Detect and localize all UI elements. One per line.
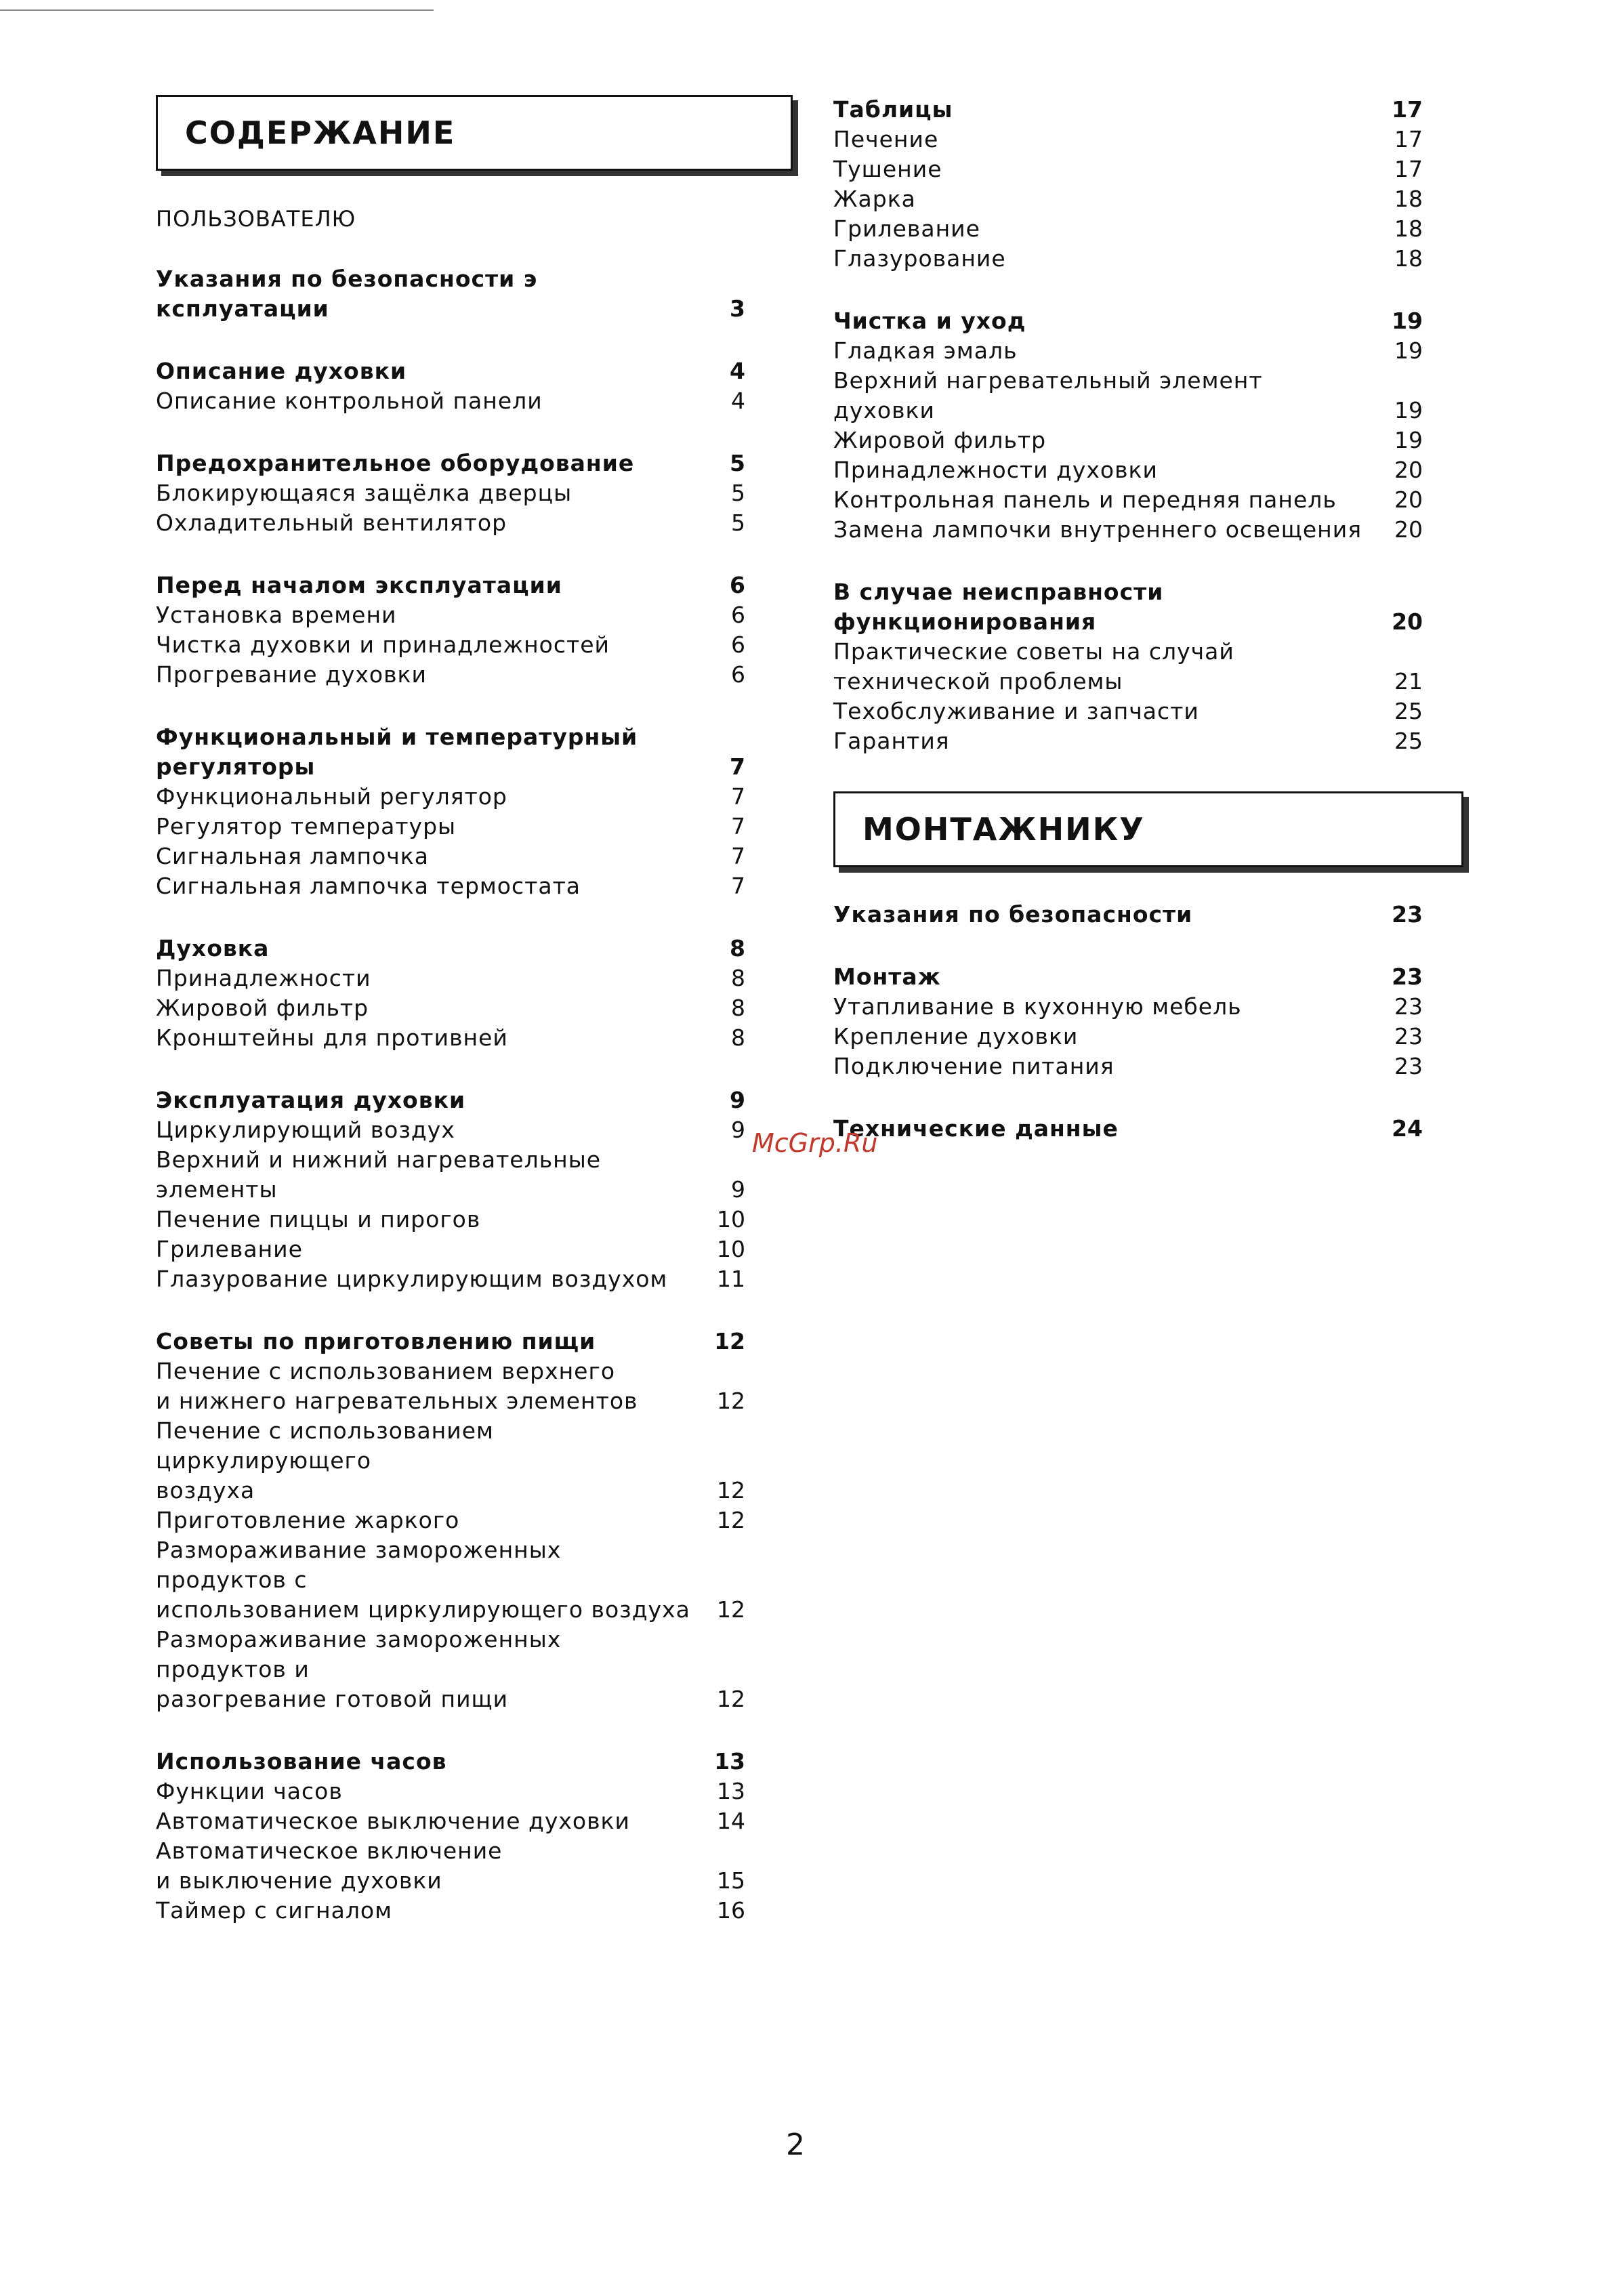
toc-entry-page: 7	[731, 783, 745, 810]
toc-entry-text	[156, 963, 705, 993]
toc-entry-text-line: Утапливание в кухонную мебель	[833, 993, 1242, 1020]
toc-entry-text-line: Глазурование циркулирующим воздухом	[156, 1266, 668, 1292]
toc-heading-text-line: Советы по приготовлению пищи	[156, 1328, 596, 1354]
toc-entry-text-line: Печение с использованием циркулирующего	[156, 1417, 494, 1474]
toc-entry	[156, 1506, 745, 1535]
toc-entry-text-line: Жарка	[833, 186, 916, 212]
toc-heading-text-line: Функциональный и температурный	[156, 724, 638, 750]
toc-entry-page: 19	[1394, 397, 1423, 423]
toc-heading-text	[156, 356, 705, 386]
toc-entry	[156, 508, 745, 538]
toc-entry-page: 8	[731, 1024, 745, 1051]
toc-entry-text-line: Техобслуживание и запчасти	[833, 698, 1199, 724]
toc-entry-text	[156, 1356, 705, 1416]
toc-heading	[833, 577, 1423, 637]
toc-heading-text	[833, 1114, 1382, 1144]
toc-entry-page: 17	[1394, 126, 1423, 152]
toc-heading-text	[833, 306, 1382, 336]
toc-entry-text-line: Верхний нагревательный элемент духовки	[833, 367, 1263, 423]
toc-entry-text	[156, 600, 705, 630]
toc-entry-text-line: Подключение питания	[833, 1053, 1115, 1079]
toc-entry-page: 12	[717, 1507, 745, 1533]
toc-entry-page: 18	[1394, 245, 1423, 272]
toc-entry-text-line: Грилевание	[833, 215, 980, 242]
toc-entry	[156, 1777, 745, 1806]
toc-entry-text-line: Жировой фильтр	[833, 427, 1047, 453]
toc-section	[833, 1114, 1423, 1144]
toc-entry	[156, 386, 745, 416]
toc-heading	[156, 264, 745, 324]
toc-entry	[156, 630, 745, 660]
toc-heading-page: 9	[730, 1087, 745, 1113]
toc-entry-text-line: Автоматическое выключение духовки	[156, 1808, 630, 1834]
toc-heading	[156, 570, 745, 600]
user-section-label: ПОЛЬЗОВАТЕЛЮ	[156, 206, 356, 232]
toc-entry-text-line: Описание контрольной панели	[156, 388, 543, 414]
installer-title-box	[833, 791, 1463, 867]
toc-entry-page: 21	[1394, 668, 1423, 694]
toc-entry-page: 18	[1394, 215, 1423, 242]
toc-entry-text	[833, 697, 1382, 726]
toc-entry	[833, 244, 1423, 274]
toc-heading	[833, 1114, 1423, 1144]
toc-section	[156, 1747, 745, 1926]
toc-entry	[156, 1023, 745, 1053]
toc-entry-text-line: Кронштейны для противней	[156, 1024, 508, 1051]
toc-heading-text	[833, 577, 1382, 637]
toc-entry-text-line: Циркулирующий воздух	[156, 1117, 455, 1143]
toc-entry-text	[833, 244, 1382, 274]
toc-entry	[156, 812, 745, 842]
toc-heading-text	[833, 900, 1382, 930]
toc-heading-page: 13	[714, 1748, 745, 1775]
toc-entry-page: 12	[717, 1388, 745, 1414]
toc-section	[833, 306, 1423, 545]
toc-entry-text	[156, 1806, 705, 1836]
toc-entry	[156, 600, 745, 630]
toc-entry	[833, 1022, 1423, 1052]
toc-section	[833, 900, 1423, 930]
toc-entry-text	[833, 1022, 1382, 1052]
toc-entry-page: 25	[1394, 728, 1423, 754]
toc-entry-text-line: Принадлежности духовки	[833, 457, 1158, 483]
toc-entry-page: 7	[731, 843, 745, 869]
toc-entry-page: 6	[731, 631, 745, 658]
toc-entry-text-line: Контрольная панель и передняя панель	[833, 486, 1337, 513]
toc-entry-text-line: Замена лампочки внутреннего освещения	[833, 516, 1362, 543]
toc-entry-page: 15	[717, 1867, 745, 1894]
toc-entry-text-line: Регулятор температуры	[156, 813, 457, 839]
toc-entry-text	[156, 630, 705, 660]
toc-entry-page: 20	[1394, 457, 1423, 483]
toc-entry-text	[156, 1625, 705, 1714]
toc-entry-text-line: и нижнего нагревательных элементов	[156, 1388, 638, 1414]
toc-section	[156, 1085, 745, 1294]
toc-heading-text-line: Указания по безопасности э	[156, 266, 538, 292]
toc-entry	[833, 336, 1423, 366]
toc-heading-text-line: В случае неисправности	[833, 579, 1164, 605]
toc-entry-page: 23	[1394, 1053, 1423, 1079]
toc-entry-text-line: Автоматическое включение	[156, 1838, 503, 1864]
toc-entry-text-line: использованием циркулирующего воздуха	[156, 1596, 690, 1623]
toc-heading	[156, 1085, 745, 1115]
toc-entry-page: 19	[1394, 427, 1423, 453]
toc-entry	[156, 660, 745, 690]
toc-entry	[156, 478, 745, 508]
toc-section	[156, 449, 745, 538]
toc-entry-page: 5	[731, 510, 745, 536]
toc-entry-text-line: Таймер с сигналом	[156, 1897, 392, 1924]
toc-entry-text	[156, 782, 705, 812]
toc-heading-text-line: Таблицы	[833, 96, 953, 123]
toc-entry	[156, 1145, 745, 1205]
toc-heading-text-line: Предохранительное оборудование	[156, 450, 635, 476]
toc-entry	[156, 1264, 745, 1294]
toc-entry-text-line: Установка времени	[156, 602, 397, 628]
toc-heading-text-line: Технические данные	[833, 1115, 1119, 1142]
toc-entry	[156, 1836, 745, 1896]
toc-entry-page: 7	[731, 873, 745, 899]
toc-entry	[156, 963, 745, 993]
toc-entry-text-line: технической проблемы	[833, 668, 1123, 694]
right-sections-installer	[833, 900, 1423, 1144]
toc-entry-text	[156, 1235, 705, 1264]
toc-entry-page: 23	[1394, 1023, 1423, 1050]
toc-entry-page: 25	[1394, 698, 1423, 724]
toc-heading	[833, 962, 1423, 992]
toc-entry-text	[833, 154, 1382, 184]
toc-entry-text	[156, 386, 705, 416]
toc-entry-text-line: Глазурование	[833, 245, 1006, 272]
toc-entry	[156, 1235, 745, 1264]
toc-heading-page: 19	[1392, 308, 1423, 334]
toc-heading-text	[156, 722, 705, 782]
toc-section	[156, 264, 745, 324]
toc-entry-page: 10	[717, 1206, 745, 1232]
toc-heading-page: 20	[1392, 608, 1423, 635]
toc-heading-text-line: Использование часов	[156, 1748, 447, 1775]
toc-section	[833, 577, 1423, 756]
toc-heading-page: 8	[730, 935, 745, 961]
toc-heading-page: 12	[714, 1328, 745, 1354]
toc-heading-text	[156, 570, 705, 600]
toc-entry	[833, 366, 1423, 426]
toc-entry-text	[156, 812, 705, 842]
toc-entry-text	[156, 1023, 705, 1053]
toc-section	[156, 1327, 745, 1714]
toc-heading	[156, 934, 745, 963]
toc-entry-text-line: Функциональный регулятор	[156, 783, 507, 810]
left-sections	[156, 264, 745, 1926]
toc-entry-page: 12	[717, 1596, 745, 1623]
toc-heading-text-line: Указания по безопасности	[833, 901, 1193, 928]
toc-entry-text	[156, 478, 705, 508]
toc-heading-text	[156, 449, 705, 478]
toc-entry-text-line: Практические советы на случай	[833, 638, 1234, 665]
toc-entry-text	[833, 637, 1382, 697]
toc-section	[156, 722, 745, 901]
toc-entry	[156, 1416, 745, 1506]
toc-entry-page: 12	[717, 1686, 745, 1712]
toc-heading-text-line: ксплуатации	[156, 295, 329, 322]
toc-entry-page: 12	[717, 1477, 745, 1503]
toc-heading-text	[156, 264, 705, 324]
toc-entry-page: 10	[717, 1236, 745, 1262]
toc-heading-page: 7	[730, 753, 745, 780]
toc-entry-page: 20	[1394, 516, 1423, 543]
toc-section	[156, 934, 745, 1053]
toc-entry-page: 17	[1394, 156, 1423, 182]
toc-entry-text	[156, 1416, 705, 1506]
toc-entry	[156, 842, 745, 871]
toc-heading	[156, 1747, 745, 1777]
installer-title: МОНТАЖНИКУ	[862, 811, 1145, 848]
toc-entry-page: 9	[731, 1117, 745, 1143]
top-rule	[0, 9, 434, 11]
toc-entry-text-line: воздуха	[156, 1477, 255, 1503]
toc-entry-text-line: Жировой фильтр	[156, 995, 369, 1021]
toc-entry-text	[156, 1535, 705, 1625]
toc-entry-text	[156, 1145, 705, 1205]
toc-entry	[833, 426, 1423, 455]
toc-entry-page: 9	[731, 1176, 745, 1203]
toc-heading-page: 5	[730, 450, 745, 476]
toc-heading-text	[833, 95, 1382, 125]
toc-entry-text	[833, 455, 1382, 485]
toc-entry	[833, 154, 1423, 184]
toc-heading-page: 6	[730, 572, 745, 598]
toc-entry-text-line: Тушение	[833, 156, 942, 182]
toc-entry-text-line: Сигнальная лампочка термостата	[156, 873, 581, 899]
toc-entry-text-line: Сигнальная лампочка	[156, 843, 429, 869]
toc-heading	[833, 95, 1423, 125]
toc-entry-page: 5	[731, 480, 745, 506]
toc-entry	[833, 214, 1423, 244]
toc-entry	[833, 697, 1423, 726]
toc-entry-page: 7	[731, 813, 745, 839]
toc-heading-page: 3	[730, 295, 745, 322]
toc-entry-text-line: Размораживание замороженных продуктов с	[156, 1537, 562, 1593]
toc-entry	[156, 1896, 745, 1926]
toc-entry-page: 14	[717, 1808, 745, 1834]
toc-entry-text	[156, 1264, 705, 1294]
toc-entry	[833, 455, 1423, 485]
toc-entry	[833, 184, 1423, 214]
toc-entry-page: 6	[731, 602, 745, 628]
toc-entry	[156, 1806, 745, 1836]
toc-entry-text	[833, 726, 1382, 756]
toc-entry-text-line: Приготовление жаркого	[156, 1507, 460, 1533]
toc-entry	[156, 1356, 745, 1416]
toc-entry	[156, 871, 745, 901]
toc-heading-page: 4	[730, 358, 745, 384]
toc-entry-text	[156, 993, 705, 1023]
toc-entry-text-line: Принадлежности	[156, 965, 371, 991]
right-sections	[833, 95, 1423, 756]
toc-entry-text-line: Охладительный вентилятор	[156, 510, 507, 536]
toc-section	[833, 95, 1423, 274]
toc-heading-page: 23	[1392, 901, 1423, 928]
toc-entry	[833, 485, 1423, 515]
toc-entry-text	[156, 842, 705, 871]
toc-entry-page: 23	[1394, 993, 1423, 1020]
toc-entry-page: 6	[731, 661, 745, 688]
toc-entry-text-line: Гарантия	[833, 728, 950, 754]
toc-heading-text-line: Эксплуатация духовки	[156, 1087, 466, 1113]
toc-entry	[833, 515, 1423, 545]
toc-entry-text-line: Прогревание духовки	[156, 661, 427, 688]
toc-title: СОДЕРЖАНИЕ	[185, 115, 456, 151]
toc-heading	[156, 1327, 745, 1356]
toc-section	[156, 570, 745, 690]
toc-entry-text-line: Функции часов	[156, 1778, 343, 1804]
toc-entry-text	[833, 485, 1382, 515]
toc-heading-text-line: Монтаж	[833, 963, 941, 990]
toc-entry-text	[156, 660, 705, 690]
toc-entry-text	[833, 992, 1382, 1022]
toc-heading	[156, 722, 745, 782]
toc-entry-text	[833, 426, 1382, 455]
toc-entry-text	[833, 336, 1382, 366]
toc-entry-page: 16	[717, 1897, 745, 1924]
toc-heading-text-line: Чистка и уход	[833, 308, 1026, 334]
toc-entry-page: 4	[731, 388, 745, 414]
toc-entry	[833, 726, 1423, 756]
toc-right-column	[833, 95, 1423, 1144]
toc-entry-text	[156, 508, 705, 538]
toc-heading-text-line: функционирования	[833, 608, 1097, 635]
toc-entry-text-line: Чистка духовки и принадлежностей	[156, 631, 610, 658]
toc-heading-text	[156, 1747, 705, 1777]
toc-section	[156, 356, 745, 416]
toc-entry	[156, 1205, 745, 1235]
toc-entry-text-line: Блокирующаяся защёлка дверцы	[156, 480, 572, 506]
toc-entry	[156, 993, 745, 1023]
toc-entry-text	[833, 125, 1382, 154]
toc-entry-text	[156, 1777, 705, 1806]
toc-entry	[156, 782, 745, 812]
watermark-text: McGrp.Ru	[752, 1128, 878, 1158]
toc-entry-text	[833, 1052, 1382, 1081]
toc-entry-text-line: Размораживание замороженных продуктов и	[156, 1626, 562, 1682]
toc-entry-page: 8	[731, 995, 745, 1021]
toc-entry	[156, 1625, 745, 1714]
toc-entry-text-line: и выключение духовки	[156, 1867, 442, 1894]
toc-left-column	[156, 95, 745, 1926]
toc-entry-page: 13	[717, 1778, 745, 1804]
toc-heading	[156, 449, 745, 478]
toc-entry-text-line: Верхний и нижний нагревательные элементы	[156, 1146, 602, 1203]
toc-entry	[156, 1115, 745, 1145]
toc-entry	[833, 992, 1423, 1022]
toc-entry-text	[833, 515, 1382, 545]
toc-entry-text	[833, 184, 1382, 214]
toc-entry	[833, 1052, 1423, 1081]
toc-heading-text-line: Описание духовки	[156, 358, 407, 384]
toc-heading-page: 23	[1392, 963, 1423, 990]
toc-entry-page: 11	[717, 1266, 745, 1292]
toc-entry-page: 19	[1394, 337, 1423, 364]
toc-heading-text	[156, 1327, 705, 1356]
page-number: 2	[786, 2128, 805, 2162]
toc-heading-page: 24	[1392, 1115, 1423, 1142]
toc-entry-text-line: Гладкая эмаль	[833, 337, 1018, 364]
toc-entry-text	[156, 1896, 705, 1926]
toc-entry-text-line: Печение с использованием верхнего	[156, 1358, 616, 1384]
toc-heading-text-line: Духовка	[156, 935, 270, 961]
toc-section	[833, 962, 1423, 1081]
toc-heading-text	[156, 934, 705, 963]
toc-entry-page: 18	[1394, 186, 1423, 212]
toc-heading	[156, 356, 745, 386]
toc-entry-text-line: Грилевание	[156, 1236, 303, 1262]
toc-entry-text	[156, 1205, 705, 1235]
toc-entry	[156, 1535, 745, 1625]
toc-entry-page: 20	[1394, 486, 1423, 513]
toc-heading-text-line: Перед началом эксплуатации	[156, 572, 562, 598]
toc-heading	[833, 900, 1423, 930]
toc-entry	[833, 637, 1423, 697]
toc-entry-text-line: Крепление духовки	[833, 1023, 1079, 1050]
toc-entry-text	[156, 1836, 705, 1896]
toc-entry-page: 8	[731, 965, 745, 991]
toc-entry-text-line: Печение	[833, 126, 939, 152]
toc-title-box	[156, 95, 793, 171]
toc-entry-text	[833, 366, 1382, 426]
toc-entry-text	[156, 871, 705, 901]
toc-heading-text-line: регуляторы	[156, 753, 316, 780]
toc-heading-text	[156, 1085, 705, 1115]
toc-entry-text	[156, 1506, 705, 1535]
toc-entry-text-line: Печение пиццы и пирогов	[156, 1206, 481, 1232]
toc-heading-text	[833, 962, 1382, 992]
toc-heading-page: 17	[1392, 96, 1423, 123]
toc-entry-text-line: разогревание готовой пищи	[156, 1686, 509, 1712]
toc-entry-text	[156, 1115, 705, 1145]
toc-entry-text	[833, 214, 1382, 244]
toc-entry	[833, 125, 1423, 154]
toc-heading	[833, 306, 1423, 336]
